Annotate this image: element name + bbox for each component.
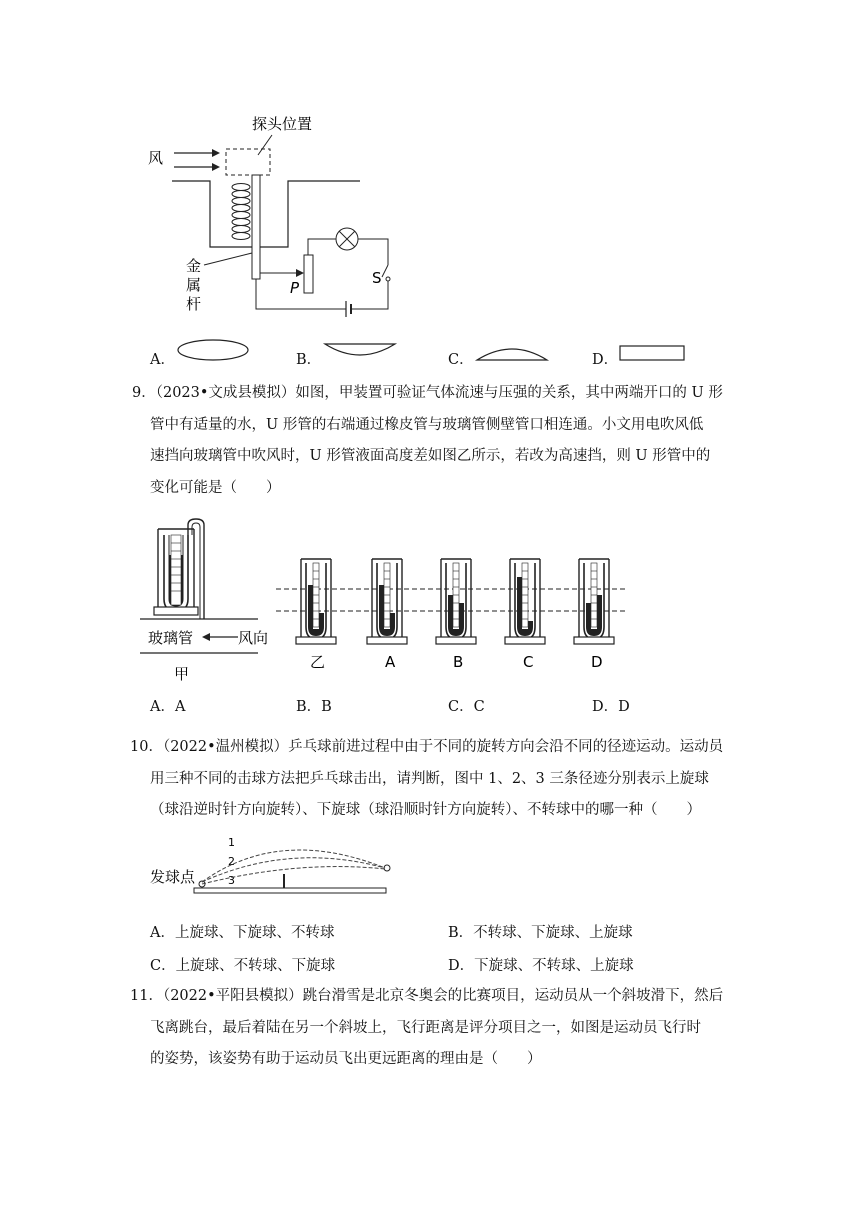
path-label: 2: [228, 855, 235, 868]
glass-tube-label: 玻璃管: [148, 629, 194, 647]
option-letter: C．: [448, 352, 474, 368]
rheostat: [304, 255, 313, 293]
u-tube: [367, 559, 407, 644]
q9-option-b[interactable]: B．B: [296, 699, 332, 715]
q8-shape-curved-bottom: [322, 340, 398, 362]
stem-line: 速挡向玻璃管中吹风时，U 形管液面高度差如图乙所示，若改为高速挡，则 U 形管中的: [150, 448, 711, 464]
tube-label: C: [523, 653, 534, 671]
u-tube: [436, 559, 476, 644]
q8-shape-rectangle: [618, 344, 688, 364]
stem-line: 10．（2022•温州模拟）乒乓球前进过程中由于不同的旋转方向会沿不同的径迹运动。运动员: [130, 739, 724, 755]
q8-option-a[interactable]: [150, 350, 175, 370]
u-tube: [296, 559, 336, 644]
q10-option-a[interactable]: A．上旋球、下旋球、不转球: [150, 925, 335, 941]
stem-line: 的姿势，该姿势有助于运动员飞出更远距离的理由是（ ）: [150, 1051, 542, 1067]
q8-shape-ellipse: [176, 337, 250, 363]
serve-point-label: 发球点: [150, 868, 196, 886]
u-tube: [505, 559, 545, 644]
stem-line: 用三种不同的击球方法把乒乓球击出，请判断，图中 1、2、3 三条径迹分别表示上旋球: [150, 770, 709, 787]
stem-line: （球沿逆时针方向旋转）、下旋球（球沿顺时针方向旋转）、不转球中的哪一种（ ）: [150, 802, 701, 818]
q10-question: [130, 732, 840, 827]
spring: [232, 184, 250, 240]
stem-line: 飞离跳台，最后着陆在另一个斜坡上，飞行距离是评分项目之一，如图是运动员飞行时: [150, 1019, 701, 1036]
option-letter: D．: [592, 352, 619, 368]
path-label: 1: [228, 836, 235, 849]
stem-line: 9．（2023•文成县模拟）如图，甲装置可验证气体流速与压强的关系，其中两端开口的 U 形: [132, 385, 723, 401]
tube-label: D: [591, 653, 603, 671]
stem-line: 变化可能是（ ）: [150, 479, 281, 496]
q8-option-d[interactable]: [592, 350, 618, 370]
u-tube: [574, 559, 614, 644]
table-surface: [194, 888, 386, 893]
tube-label: A: [385, 653, 396, 671]
probe-box: [226, 149, 270, 175]
q8-option-c[interactable]: [448, 350, 474, 370]
path-label: 3: [228, 874, 235, 887]
jia-label: 甲: [174, 665, 190, 683]
q9-option-a[interactable]: A．A: [150, 699, 186, 715]
q8-circuit-diagram: [140, 105, 420, 320]
option-letter: B．: [296, 352, 322, 368]
metal-rod: [252, 175, 260, 279]
q9-question: [132, 378, 832, 504]
q11-question: [130, 981, 840, 1076]
q10-option-d[interactable]: D．下旋球、不转球、上旋球: [448, 958, 634, 974]
q10-trajectory-diagram: [150, 832, 400, 896]
wind-direction-label: 风向: [238, 629, 269, 647]
s-label: S: [372, 269, 382, 287]
q9-option-d[interactable]: D．D: [592, 699, 630, 715]
probe-label: 探头位置: [252, 115, 313, 133]
stem-line: 11．（2022•平阳县模拟）跳台滑雪是北京冬奥会的比赛项目，运动员从一个斜坡滑下，然后: [130, 988, 724, 1004]
q9-u-tube-row: [272, 555, 632, 685]
rod-label: 金: [186, 257, 202, 275]
q10-option-b[interactable]: B．不转球、下旋球、上旋球: [448, 925, 633, 941]
p-label: P: [290, 279, 300, 297]
q8-option-b[interactable]: [296, 350, 321, 370]
wind-label: 风: [148, 149, 164, 167]
tube-label: B: [453, 653, 464, 671]
switch-icon: [382, 265, 388, 277]
tube-label: 乙: [310, 653, 326, 671]
stem-line: 管中有适量的水，U 形管的右端通过橡皮管与玻璃管侧壁管口相连通。小文用电吹风低: [150, 416, 704, 433]
option-letter: A．: [150, 352, 175, 368]
q8-shape-curved-top: [474, 342, 550, 364]
rod-label: 属: [186, 276, 202, 294]
q10-option-c[interactable]: C．上旋球、不转球、下旋球: [150, 958, 336, 974]
q9-option-c[interactable]: C．C: [448, 699, 485, 715]
q9-apparatus-jia: [140, 515, 280, 687]
rod-label: 杆: [186, 295, 202, 313]
